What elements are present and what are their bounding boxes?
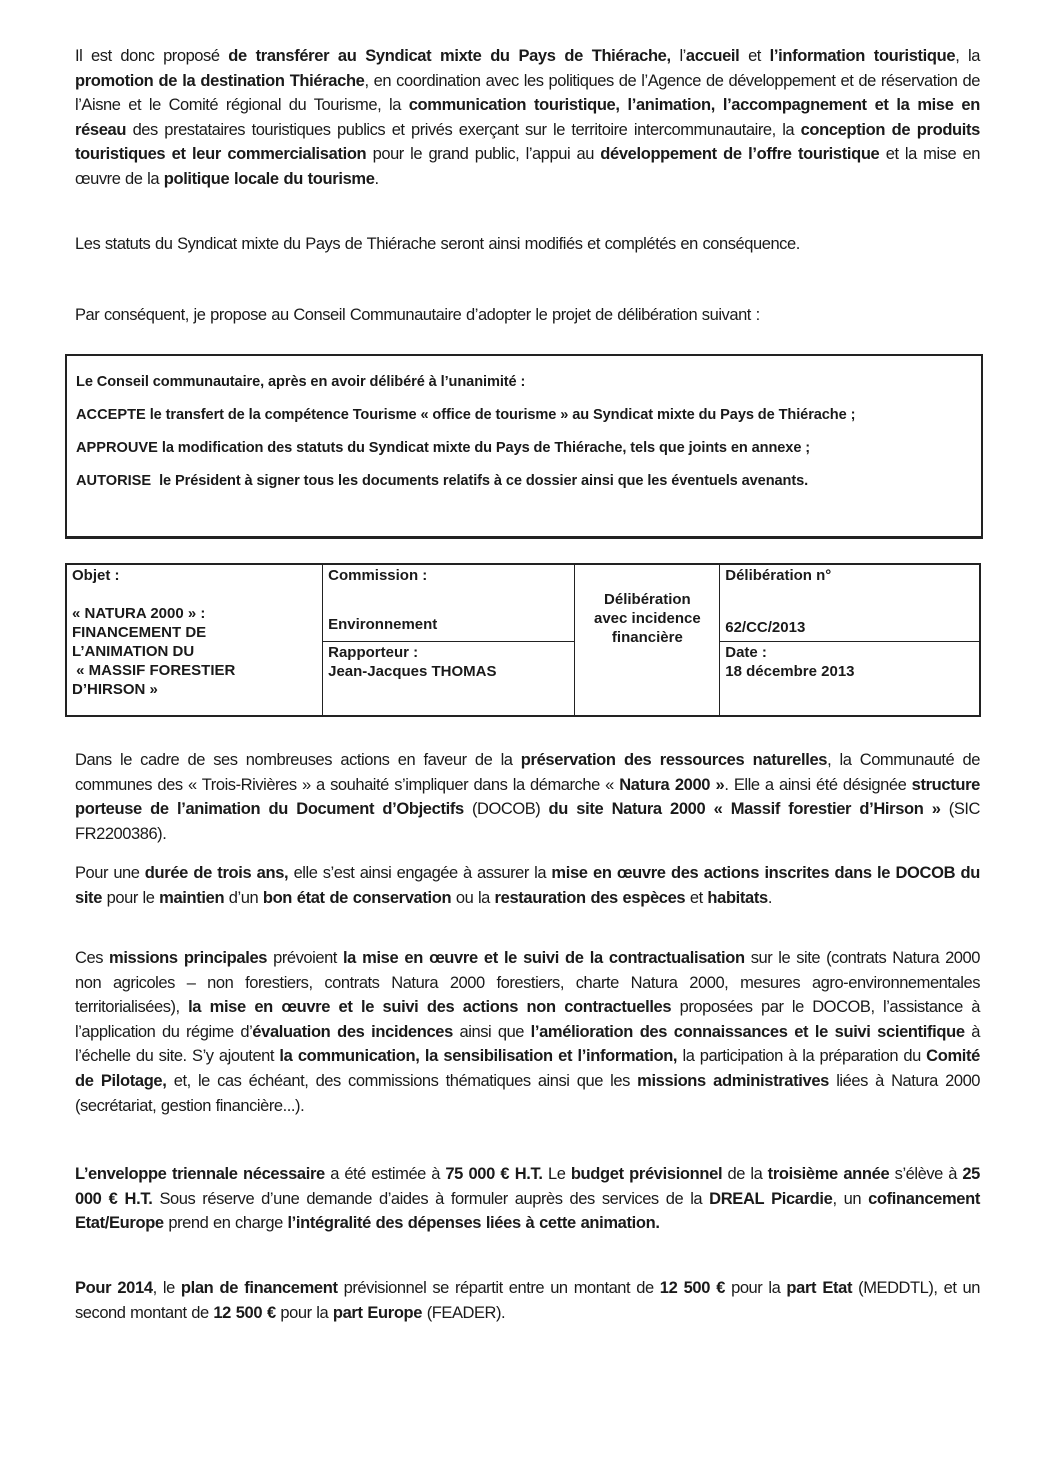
body-text: (DOCOB) [463,800,549,819]
emphasis-text: de transférer au Syndicat mixte du Pays de Thiérache, [228,47,671,65]
deliberation-number: 62/CC/2013 [725,619,806,636]
decision-item-autorise [76,471,973,492]
emphasis-text: promotion de la destination Thiérache [75,71,365,90]
deliberation-header-table [65,563,981,717]
body-text: Le [542,1165,571,1183]
body-text: prend en charge [163,1214,288,1233]
body-text: , le [152,1279,181,1297]
decision-item-approuve [76,438,973,459]
body-text: la participation à la préparation du [677,1047,927,1066]
body-text: et la mise en œuvre de la [75,145,981,188]
date-value: 18 décembre 2013 [725,662,855,680]
emphasis-text: accueil [685,47,740,65]
emphasis-text: restauration des espèces [494,888,686,907]
emphasis-text: politique locale du tourisme [163,169,375,188]
paragraph-missions [75,946,980,1118]
deliberation-label: Délibération n° [725,567,832,584]
decision-text: le transfert de la compétence Tourisme « office de tourisme » au Syndicat mixte du Pays de Thiérache ; [145,407,856,423]
emphasis-text: durée de trois ans, [144,864,289,882]
objet-cell [66,564,323,716]
paragraph-natura-context [75,748,980,846]
emphasis-text: Natura 2000 » [619,775,725,794]
paragraph-proposal: Par conséquent, je propose au Conseil Communautaire d’adopter le projet de délibération suivant : [75,306,760,324]
decision-box [65,354,983,539]
date-label: Date : [725,643,767,661]
body-text: pour la [725,1279,787,1297]
paragraph-financing-plan [75,1276,980,1325]
body-text: (FEADER). [422,1303,506,1322]
emphasis-text: communication touristique, l’animation, l’accompagnement et la mise en réseau [75,96,980,139]
body-text: . Elle a ainsi été désignée [724,775,912,794]
emphasis-text: missions principales [109,949,268,967]
emphasis-text: l’amélioration des connaissances et le suivi scientifique [530,1022,965,1041]
emphasis-text: L’enveloppe triennale nécessaire [75,1165,325,1183]
emphasis-text: bon état de conservation [262,888,452,907]
emphasis-text: développement de l’offre touristique [600,145,880,164]
body-text: et [685,888,708,907]
decision-keyword: ACCEPTE [76,407,146,423]
body-text: à l’échelle du site. S’y ajoutent [75,1022,980,1066]
emphasis-text: missions administratives [637,1071,829,1090]
paragraph-statuts: Les statuts du Syndicat mixte du Pays de Thiérache seront ainsi modifiés et complétés en conséquence. [75,235,800,253]
body-text: liées à Natura 2000 (secrétariat, gestion financière...). [75,1071,981,1115]
body-text: Dans le cadre de ses nombreuses actions en faveur de la [75,751,521,769]
body-text: pour le grand public, l’appui au [366,145,601,164]
emphasis-text: préservation des ressources naturelles [520,751,828,769]
body-text: d’un [224,888,263,907]
body-text: s’élève à [889,1165,963,1183]
incidence-line: Délibération [604,591,691,608]
emphasis-text: habitats [707,888,768,907]
emphasis-text: la mise en œuvre et le suivi des actions non contractuelles [188,998,672,1017]
rapporteur-value: Jean-Jacques THOMAS [328,662,497,680]
emphasis-text: l’information touristique [769,47,956,65]
body-text: prévisionnel se répartit entre un montant de [337,1279,660,1297]
emphasis-text: 12 500 € [213,1303,276,1322]
incidence-line: avec incidence [594,610,701,627]
emphasis-text: la mise en œuvre et le suivi de la contractualisation [342,949,745,967]
decision-intro: Le Conseil communautaire, après en avoir délibéré à l’unanimité : [76,374,526,390]
objet-line: D’HIRSON » [72,681,158,698]
emphasis-text: du site Natura 2000 « Massif forestier d’Hirson » [548,800,941,819]
body-text: Il est donc proposé [75,47,229,65]
body-text: a été estimée à [324,1165,446,1183]
emphasis-text: Pour 2014 [75,1279,153,1297]
emphasis-text: mise en œuvre des actions inscrites dans le DOCOB du site [75,864,980,907]
body-text: sur le site (contrats Natura 2000 non agricoles – non forestiers, contrats Natura 2000 forestiers, charte Natura 2000, mesures agro-environnementales territorialisées), [75,949,980,1017]
body-text: . [767,888,772,907]
incidence-cell [575,564,720,716]
body-text: prévoient [267,949,343,967]
decision-keyword: APPROUVE [76,440,158,456]
rapporteur-cell [323,641,575,716]
objet-line: « MASSIF FORESTIER [72,662,236,679]
date-cell [720,641,980,716]
rapporteur-label: Rapporteur : [328,643,419,661]
emphasis-text: évaluation des incidences [252,1022,453,1041]
body-text: . [374,169,379,188]
body-text: l’ [670,47,686,65]
body-text: pour la [275,1303,333,1322]
body-text: ou la [451,888,495,907]
body-text: pour le [102,888,160,907]
emphasis-text: part Etat [786,1279,853,1297]
body-text: Ces [75,949,109,967]
emphasis-text: maintien [159,888,225,907]
emphasis-text: budget prévisionnel [570,1165,723,1183]
incidence-line: financière [611,629,683,646]
paragraph-budget [75,1162,980,1236]
emphasis-text: l’intégralité des dépenses liées à cette animation. [287,1214,660,1233]
commission-cell [323,564,575,641]
objet-line: L’ANIMATION DU [72,643,195,660]
body-text: Pour une [75,864,145,882]
emphasis-text: 75 000 € H.T. [445,1165,543,1183]
emphasis-text: 12 500 € [659,1279,726,1297]
emphasis-text: plan de financement [180,1279,338,1297]
body-text: proposées par le DOCOB, l’assistance à l’application du régime d’ [75,998,980,1041]
decision-keyword: AUTORISE [76,473,152,489]
objet-line: « NATURA 2000 » : [72,605,206,622]
commission-value: Environnement [328,616,438,633]
objet-line: FINANCEMENT DE [72,624,207,641]
body-text: de la [722,1165,768,1183]
emphasis-text: Comité de Pilotage, [75,1047,980,1090]
body-text: , un [832,1189,869,1208]
decision-item-accepte [76,405,973,426]
body-text: , en coordination avec les politiques de l’Agence de développement et de réservation de l’Aisne et le Comité régional du Tourisme, la [75,71,981,115]
body-text: (SIC FR2200386). [75,800,981,843]
decision-text: le Président à signer tous les documents relatifs à ce dossier ainsi que les éventuels avenants. [151,473,809,489]
body-text: , la Communauté de communes des « Trois-Rivières » a souhaité s’impliquer dans la démarche « [75,751,980,794]
paragraph-tourism-transfer [75,44,980,192]
body-text: et, le cas échéant, des commissions thématiques ainsi que les [166,1071,638,1090]
commission-label: Commission : [328,567,428,584]
emphasis-text: la communication, la sensibilisation et l’information, [279,1047,678,1066]
emphasis-text: DREAL Picardie [709,1189,833,1208]
emphasis-text: cofinancement Etat/Europe [75,1189,981,1233]
deliberation-number-cell [720,564,980,641]
objet-label: Objet : [72,567,120,584]
decision-text: la modification des statuts du Syndicat mixte du Pays de Thiérache, tels que joints en annexe ; [157,440,811,456]
emphasis-text: structure porteuse de l’animation du Document d’Objectifs [75,775,981,819]
body-text: ainsi que [452,1022,531,1041]
emphasis-text: 25 000 € H.T. [75,1165,980,1208]
emphasis-text: troisième année [767,1165,890,1183]
emphasis-text: part Europe [332,1303,423,1322]
body-text: des prestataires touristiques publics et privés exerçant sur le territoire intercommunautaire, la [126,120,801,139]
paragraph-duration [75,861,980,910]
body-text: (MEDDTL), et un second montant de [75,1279,980,1322]
emphasis-text: conception de produits touristiques et leur commercialisation [75,120,980,164]
body-text: elle s’est ainsi engagée à assurer la [288,864,552,882]
body-text: et [739,47,770,65]
body-text: Sous réserve d’une demande d’aides à formuler auprès des services de la [152,1189,710,1208]
body-text: , la [955,47,980,65]
